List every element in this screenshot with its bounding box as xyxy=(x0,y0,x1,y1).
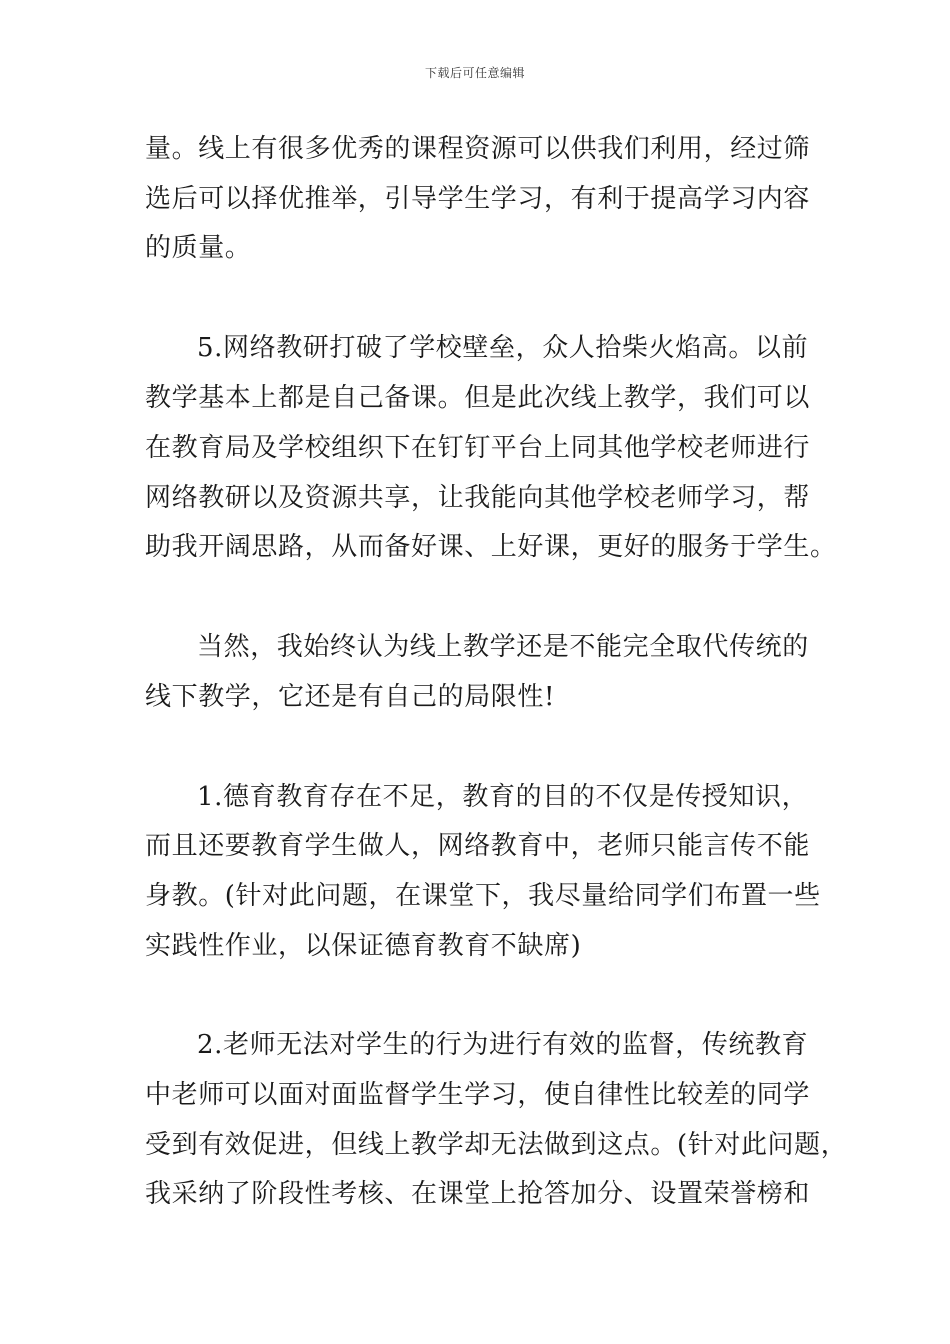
text-line: 的质量。 xyxy=(145,233,252,263)
text-line: 身教。(针对此问题，在课堂下，我尽量给同学们布置一些 xyxy=(145,881,821,911)
text-line: 量。线上有很多优秀的课程资源可以供我们利用，经过筛 xyxy=(145,134,811,164)
text-line: 我采纳了阶段性考核、在课堂上抢答加分、设置荣誉榜和 xyxy=(145,1179,811,1209)
text-line: 选后可以择优推举，引导学生学习，有利于提高学习内容 xyxy=(145,184,811,214)
text-line: 教学基本上都是自己备课。但是此次线上教学，我们可以 xyxy=(145,383,811,413)
text-line: 受到有效促进，但线上教学却无法做到这点。(针对此问题， xyxy=(145,1130,848,1160)
text-line: 当然，我始终认为线上教学还是不能完全取代传统的 xyxy=(197,632,809,662)
text-line: 实践性作业，以保证德育教育不缺席) xyxy=(145,931,582,961)
text-line: 1.德育教育存在不足，教育的目的不仅是传授知识， xyxy=(197,782,809,812)
text-line: 5.网络教研打破了学校壁垒，众人拾柴火焰高。以前 xyxy=(197,333,809,363)
text-line: 线下教学，它还是有自己的局限性! xyxy=(145,682,556,712)
text-line: 2.老师无法对学生的行为进行有效的监督，传统教育 xyxy=(197,1030,809,1060)
text-line: 助我开阔思路，从而备好课、上好课，更好的服务于学生。 xyxy=(145,532,837,562)
text-line: 在教育局及学校组织下在钉钉平台上同其他学校老师进行 xyxy=(145,433,811,463)
text-line: 而且还要教育学生做人，网络教育中，老师只能言传不能 xyxy=(145,831,811,861)
page-header: 下载后可任意编辑 xyxy=(424,66,525,80)
text-line: 中老师可以面对面监督学生学习，使自律性比较差的同学 xyxy=(145,1080,811,1110)
text-line: 网络教研以及资源共享，让我能向其他学校老师学习，帮 xyxy=(145,483,811,513)
